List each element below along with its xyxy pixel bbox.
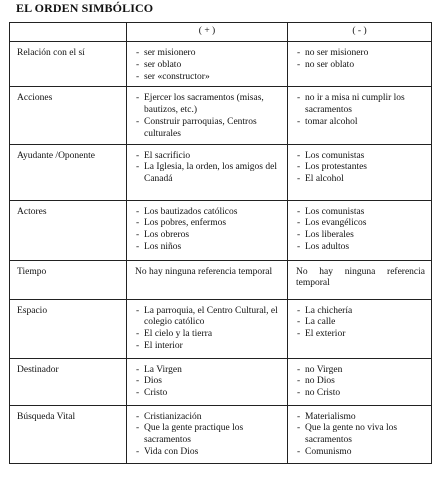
row-label: Relación con el sí	[10, 42, 127, 87]
list-item: - El sacrificio	[135, 151, 281, 163]
list-item: - Los obreros	[135, 230, 281, 242]
list-item: - Cristianización	[135, 412, 281, 424]
list-item: - El exterior	[296, 329, 425, 341]
positive-cell	[127, 144, 288, 200]
list-item: - La parroquia, el Centro Cultural, el colegio católico	[135, 306, 281, 330]
table-row	[10, 260, 432, 299]
list-item: - El interior	[135, 341, 281, 353]
list-item: - Los bautizados católicos	[135, 207, 281, 219]
list-item: - Construir parroquias, Centros culturales	[135, 117, 281, 141]
negative-cell	[288, 200, 432, 260]
list-item: - Los adultos	[296, 242, 425, 254]
positive-cell	[127, 358, 288, 405]
list-item: - no ir a misa ni cumplir los sacramentos	[296, 93, 425, 117]
list-item: - Los comunistas	[296, 207, 425, 219]
list-item: - no Dios	[296, 376, 425, 388]
row-label: Espacio	[10, 299, 127, 358]
list-item: - Los niños	[135, 242, 281, 254]
positive-cell	[127, 299, 288, 358]
table-row	[10, 87, 432, 144]
list-item: - La calle	[296, 317, 425, 329]
negative-cell	[288, 42, 432, 87]
positive-cell	[127, 200, 288, 260]
table-row	[10, 299, 432, 358]
row-label: Ayudante /Oponente	[10, 144, 127, 200]
list-item: - ser «constructor»	[135, 72, 281, 84]
row-label: Destinador	[10, 358, 127, 405]
list-item: - no Virgen	[296, 365, 425, 377]
list-item: - no ser oblato	[296, 60, 425, 72]
document-title: EL ORDEN SIMBÓLICO	[16, 1, 154, 15]
positive-cell	[127, 405, 288, 463]
list-item: - ser misionero	[135, 48, 281, 60]
table-row	[10, 200, 432, 260]
positive-cell	[127, 42, 288, 87]
row-label: Tiempo	[10, 260, 127, 299]
list-item: - La Virgen	[135, 365, 281, 377]
cell-text: No hay ninguna referencia temporal	[296, 266, 425, 289]
list-item: - Dios	[135, 376, 281, 388]
row-label: Actores	[10, 200, 127, 260]
cell-text: No hay ninguna referencia temporal	[135, 266, 273, 277]
table-row	[10, 358, 432, 405]
header-positive: ( + )	[127, 23, 288, 42]
list-item: - La Iglesia, la orden, los amigos del Canadá	[135, 162, 281, 186]
list-item: - no ser misionero	[296, 48, 425, 60]
list-item: - El alcohol	[296, 174, 425, 186]
list-item: - ser oblato	[135, 60, 281, 72]
table-row	[10, 144, 432, 200]
symbolic-order-table	[9, 22, 432, 464]
list-item: - tomar alcohol	[296, 117, 425, 129]
negative-cell	[288, 405, 432, 463]
list-item: - Materialismo	[296, 412, 425, 424]
header-row	[10, 23, 432, 42]
list-item: - La chichería	[296, 306, 425, 318]
list-item: - Los protestantes	[296, 162, 425, 174]
table-row	[10, 42, 432, 87]
header-empty	[10, 23, 127, 42]
negative-cell	[288, 299, 432, 358]
row-label: Búsqueda Vital	[10, 405, 127, 463]
list-item: - Vida con Dios	[135, 447, 281, 459]
list-item: - Los comunistas	[296, 151, 425, 163]
list-item: - Que la gente no viva los sacramentos	[296, 423, 425, 447]
negative-cell	[288, 358, 432, 405]
table-row	[10, 405, 432, 463]
list-item: - Cristo	[135, 388, 281, 400]
negative-cell	[288, 144, 432, 200]
list-item: - El cielo y la tierra	[135, 329, 281, 341]
header-negative: ( - )	[288, 23, 432, 42]
list-item: - no Cristo	[296, 388, 425, 400]
negative-cell	[288, 260, 432, 299]
list-item: - Los evangélicos	[296, 218, 425, 230]
list-item: - Los pobres, enfermos	[135, 218, 281, 230]
list-item: - Los liberales	[296, 230, 425, 242]
negative-cell	[288, 87, 432, 144]
positive-cell	[127, 87, 288, 144]
list-item: - Que la gente practique los sacramentos	[135, 423, 281, 447]
list-item: - Comunismo	[296, 447, 425, 459]
row-label: Acciones	[10, 87, 127, 144]
list-item: - Ejercer los sacramentos (misas, bautizos, etc.)	[135, 93, 281, 117]
positive-cell	[127, 260, 288, 299]
